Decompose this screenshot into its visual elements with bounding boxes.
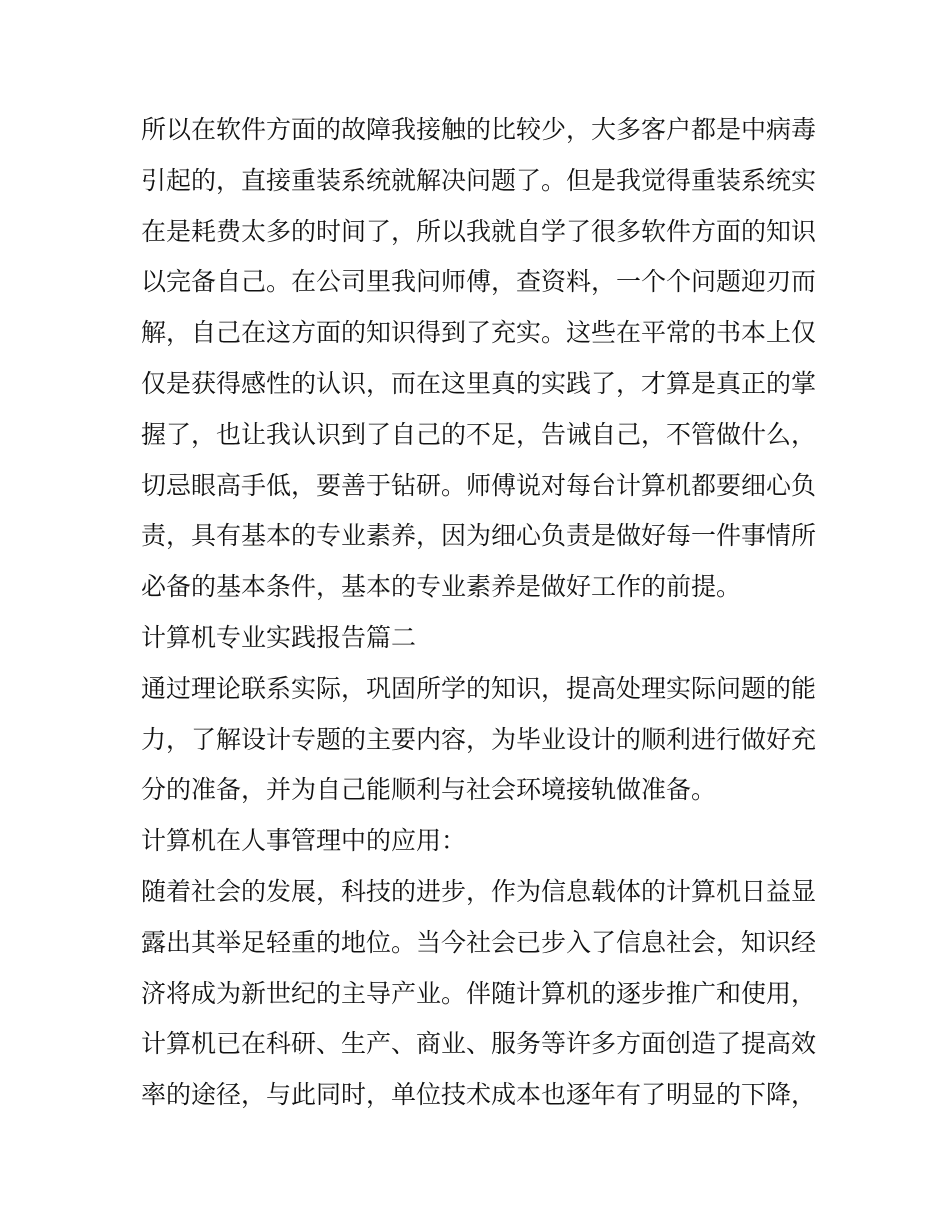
paragraph-line: 以完备自己。在公司里我问师傅，查资料，一个个问题迎刃而 — [141, 267, 817, 297]
paragraph-line: 责，具有基本的专业素养，因为细心负责是做好每一件事情所 — [141, 521, 817, 551]
paragraph-line: 切忌眼高手低，要善于钻研。师傅说对每台计算机都要细心负 — [141, 470, 817, 500]
paragraph-line: 力，了解设计专题的主要内容，为毕业设计的顺利进行做好充 — [141, 724, 817, 754]
paragraph-line: 必备的基本条件，基本的专业素养是做好工作的前提。 — [141, 572, 742, 602]
section-heading: 计算机专业实践报告篇二 — [141, 622, 417, 652]
paragraph-line: 分的准备，并为自己能顺利与社会环境接轨做准备。 — [141, 775, 717, 805]
paragraph-line: 率的途径，与此同时，单位技术成本也逐年有了明显的下降， — [141, 1080, 817, 1110]
paragraph-line: 引起的，直接重装系统就解决问题了。但是我觉得重装系统实 — [141, 165, 817, 195]
paragraph-line: 仅是获得感性的认识，而在这里真的实践了，才算是真正的掌 — [141, 368, 817, 398]
document-body — [141, 105, 817, 1121]
paragraph-line: 在是耗费太多的时间了，所以我就自学了很多软件方面的知识 — [141, 216, 817, 246]
paragraph-line: 露出其举足轻重的地位。当今社会已步入了信息社会，知识经 — [141, 927, 817, 957]
paragraph-line: 握了，也让我认识到了自己的不足，告诫自己，不管做什么， — [141, 419, 817, 449]
paragraph-line: 所以在软件方面的故障我接触的比较少，大多客户都是中病毒 — [141, 115, 817, 144]
paragraph-line: 解，自己在这方面的知识得到了充实。这些在平常的书本上仅 — [141, 318, 817, 348]
paragraph-line: 通过理论联系实际，巩固所学的知识，提高处理实际问题的能 — [141, 673, 817, 703]
paragraph-line: 随着社会的发展，科技的进步，作为信息载体的计算机日益显 — [141, 876, 817, 906]
subsection-heading: 计算机在人事管理中的应用： — [141, 826, 467, 856]
paragraph-line: 计算机已在科研、生产、商业、服务等许多方面创造了提高效 — [141, 1029, 817, 1059]
paragraph-line: 济将成为新世纪的主导产业。伴随计算机的逐步推广和使用， — [141, 978, 817, 1008]
